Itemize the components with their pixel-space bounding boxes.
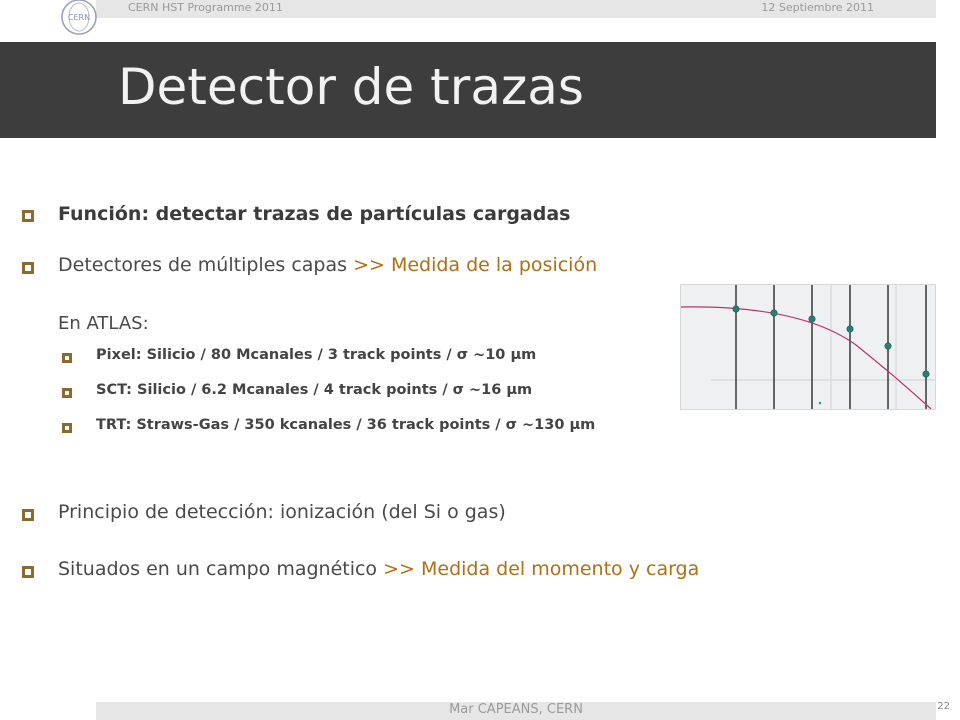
- footer-strip: [96, 702, 936, 720]
- atlas-item-trt: TRT: Straws-Gas / 350 kcanales / 36 track points / σ ~130 µm: [96, 417, 596, 433]
- track-hit-marker: [771, 310, 777, 316]
- track-hit-marker: [809, 316, 815, 322]
- track-hit-marker: [847, 326, 853, 332]
- page-number: 22: [937, 701, 950, 712]
- track-diagram: [681, 285, 935, 409]
- bullet-magnetic: [58, 558, 699, 580]
- header-strip: [96, 0, 936, 18]
- bullet-icon: [22, 210, 34, 222]
- track-hit-marker: [885, 343, 891, 349]
- bullet-magnetic-text: Situados en un campo magnético: [58, 558, 384, 580]
- bullet-layers: [58, 254, 597, 276]
- bullet-icon: [62, 423, 72, 433]
- bullet-icon: [22, 566, 34, 578]
- atlas-item-pixel: Pixel: Silicio / 80 Mcanales / 3 track points / σ ~10 µm: [96, 347, 537, 363]
- bullet-icon: [22, 509, 34, 521]
- bullet-icon: [62, 388, 72, 398]
- bullet-icon: [22, 262, 34, 274]
- header-date: 12 Septiembre 2011: [761, 1, 874, 14]
- bullet-icon: [62, 353, 72, 363]
- slide-title: Detector de trazas: [118, 58, 584, 116]
- svg-text:CERN: CERN: [67, 13, 91, 22]
- bullet-magnetic-accent: >> Medida del momento y carga: [383, 558, 700, 580]
- bullet-principle: Principio de detección: ionización (del Si o gas): [58, 501, 506, 523]
- track-hit-marker: [923, 371, 929, 377]
- title-bar: [0, 42, 936, 138]
- atlas-label: En ATLAS:: [58, 313, 149, 334]
- track-hits-figure: [680, 284, 936, 410]
- bullet-function: Función: detectar trazas de partículas cargadas: [58, 203, 571, 225]
- track-hit-marker: [733, 306, 739, 312]
- bullet-layers-text: Detectores de múltiples capas: [58, 254, 354, 276]
- cern-logo-icon: [58, 0, 100, 38]
- atlas-item-sct: SCT: Silicio / 6.2 Mcanales / 4 track points / σ ~16 µm: [96, 382, 533, 398]
- footer-author: Mar CAPEANS, CERN: [449, 702, 583, 717]
- bullet-layers-accent: >> Medida de la posición: [353, 254, 598, 276]
- header-programme: CERN HST Programme 2011: [128, 1, 283, 14]
